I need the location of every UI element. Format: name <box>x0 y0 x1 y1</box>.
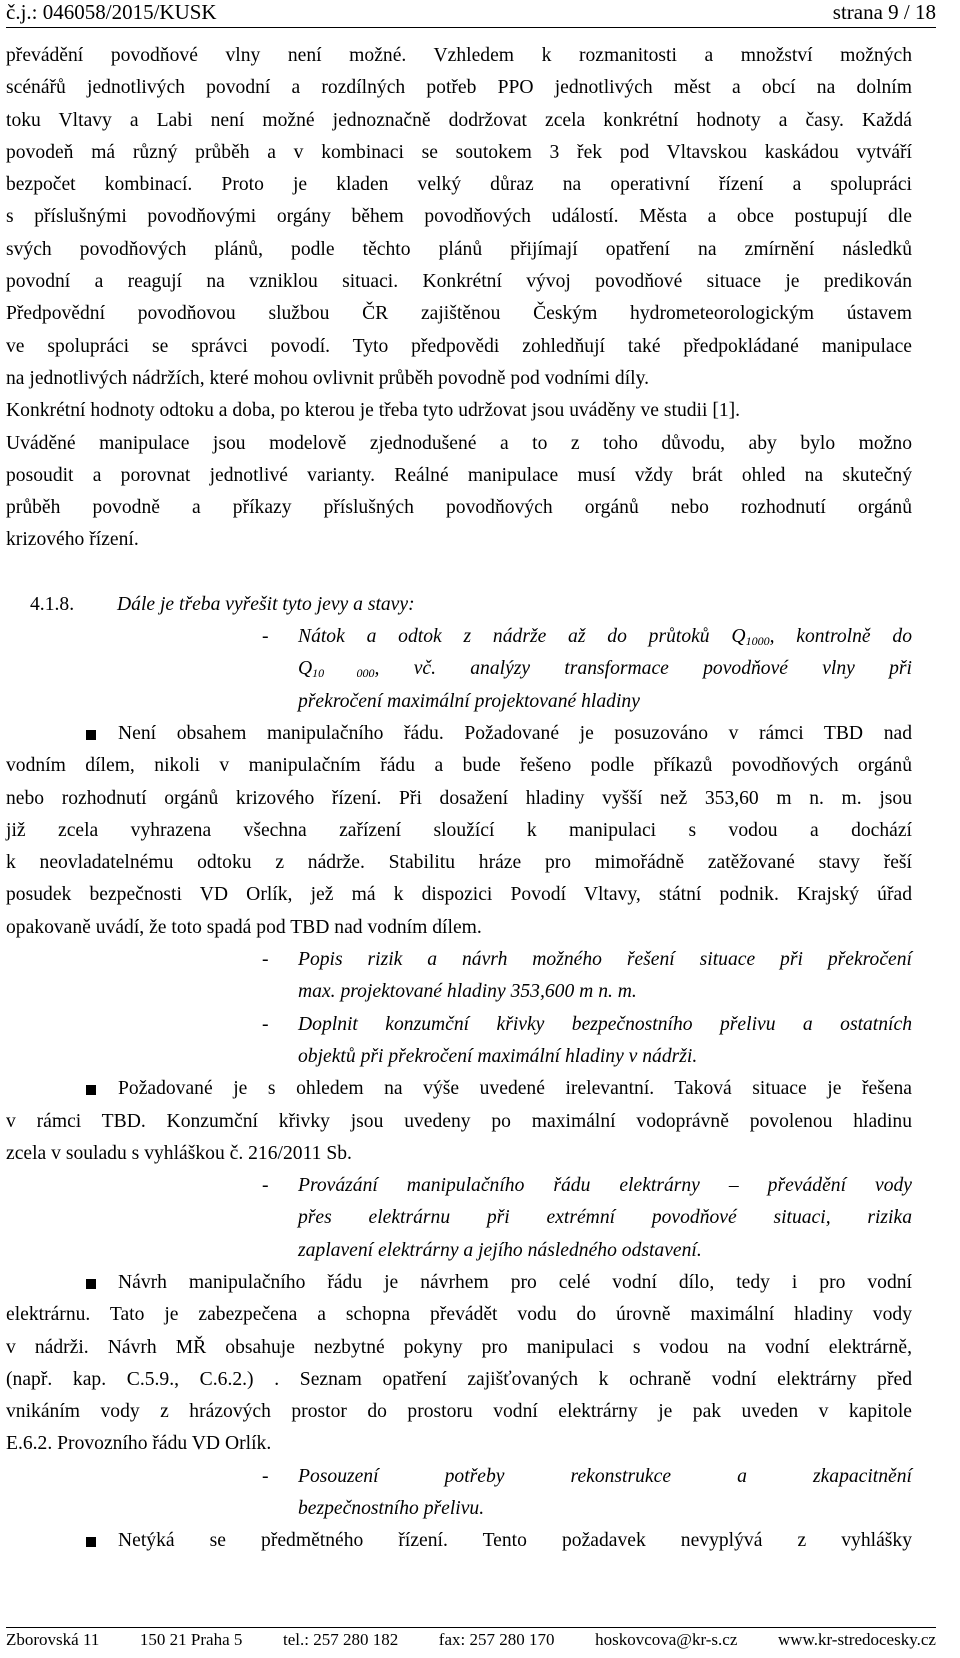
section-heading <box>6 589 912 621</box>
response-text: Není obsahem manipulačního řádu. Požadované je posuzováno v rámci TBD nad <box>118 722 912 744</box>
paragraph-intro <box>6 40 912 557</box>
text-line: Konkrétní hodnoty odtoku a doba, po kterou je třeba tyto udržovat jsou uváděny ve studii [1]. <box>6 400 741 422</box>
page-header <box>6 0 936 26</box>
requirement-text: překročení maximální projektované hladiny <box>298 690 640 712</box>
requirement-item <box>6 621 912 653</box>
text-line: povodní a reagují na vzniklou situaci. Konkrétní vývoj povodňové situace je predikován <box>6 271 912 293</box>
text-line: opakovaně uvádí, že toto spadá pod TBD nad vodním dílem. <box>6 916 482 938</box>
text-run: , kontrolně do <box>769 626 913 648</box>
footer-phone: tel.: 257 280 182 <box>282 1630 399 1649</box>
response-text: Požadované je s ohledem na výše uvedené irelevantní. Taková situace je řešena <box>118 1078 912 1100</box>
reference-number: č.j.: 046058/2015/KUSK <box>6 0 217 24</box>
text-run: Nátok a odtok z nádrže až do průtoků Q <box>298 626 746 648</box>
footer-fax: fax: 257 280 170 <box>438 1630 555 1649</box>
text-run: Q <box>298 658 313 680</box>
text-line: na jednotlivých nádržích, které mohou ovlivnit průběh povodně pod vodními díly. <box>6 367 650 389</box>
text-line: průběh povodně a příkazy příslušných povodňových orgánů nebo rozhodnutí orgánů <box>6 497 912 519</box>
dash-marker: - <box>262 1465 269 1487</box>
footer-postal: 150 21 Praha 5 <box>139 1630 243 1649</box>
requirement-text: Posouzení potřeby rekonstrukce a zkapacitnění <box>298 1465 912 1487</box>
response-text: Netýká se předmětného řízení. Tento požadavek nevyplývá z vyhlášky <box>118 1530 912 1552</box>
requirement-text <box>298 621 912 653</box>
dash-marker: - <box>262 1175 269 1197</box>
requirement-text: bezpečnostního přelivu. <box>298 1498 485 1520</box>
text-line: k neovladatelnému odtoku z nádrže. Stabilitu hráze pro mimořádně zatěžované stavy řeší <box>6 852 912 874</box>
subscript: 1000 <box>745 634 770 649</box>
spacer <box>6 557 912 589</box>
requirement-text: Doplnit konzumční křivky bezpečnostního přelivu a ostatních <box>298 1013 912 1035</box>
square-bullet-icon <box>86 730 96 740</box>
square-bullet-icon <box>86 1085 96 1095</box>
requirement-item-cont <box>6 976 912 1008</box>
square-bullet-icon <box>86 1279 96 1289</box>
response-bullet <box>6 718 912 750</box>
requirement-text: Popis rizik a návrh možného řešení situace při překročení <box>298 949 912 971</box>
document-body <box>6 40 912 1558</box>
text-line: bezpočet kombinací. Proto je kladen velký důraz na operativní řízení a spolupráci <box>6 174 912 196</box>
response-bullet <box>6 1073 912 1105</box>
footer-website[interactable]: www.kr-stredocesky.cz <box>777 1630 936 1649</box>
text-line: povodeň má různý průběh a v kombinaci se soutokem 3 řek pod Vltavskou kaskádou vytváří <box>6 141 912 163</box>
text-line: scénářů jednotlivých povodní a rozdílných potřeb PPO jednotlivých měst a obcí na dolním <box>6 77 912 99</box>
text-line: vnikáním vody z hrázových prostor do prostoru vodní elektrárny je pak uveden v kapitole <box>6 1401 912 1423</box>
requirement-text: zaplavení elektrárny a jejího následného odstavení. <box>298 1239 702 1261</box>
requirement-item <box>6 944 912 976</box>
page-number: strana 9 / 18 <box>832 0 936 24</box>
subscript: 10 000 <box>312 666 375 681</box>
dash-marker: - <box>262 626 269 648</box>
dash-marker: - <box>262 1013 269 1035</box>
text-line: krizového řízení. <box>6 529 139 551</box>
response-bullet <box>6 1525 912 1557</box>
footer-address: Zborovská 11 <box>6 1630 100 1649</box>
requirement-item-cont <box>6 686 912 718</box>
text-line: převádění povodňové vlny není možné. Vzhledem k rozmanitosti a množství možných <box>6 45 912 66</box>
text-line: již zcela vyhrazena všechna zařízení sloužící k manipulaci s vodou a dochází <box>6 819 912 841</box>
requirement-item-cont <box>6 1041 912 1073</box>
requirement-text: max. projektované hladiny 353,600 m n. m. <box>298 981 637 1003</box>
requirement-item <box>6 1461 912 1493</box>
footer-rule <box>6 1627 936 1628</box>
section-title: Dále je třeba vyřešit tyto jevy a stavy: <box>117 593 415 615</box>
text-line: v nádrži. Návrh MŘ obsahuje nezbytné pokyny pro manipulaci s vodou na vodní elektrárně, <box>6 1336 912 1358</box>
text-run: , vč. analýzy transformace povodňové vlny při <box>374 658 912 680</box>
text-line: v rámci TBD. Konzumční křivky jsou uvedeny po maximální vodoprávně povolenou hladinu <box>6 1110 912 1132</box>
text-line: zcela v souladu s vyhláškou č. 216/2011 Sb. <box>6 1142 352 1164</box>
text-line: posudek bezpečnosti VD Orlík, jež má k dispozici Povodí Vltavy, státní podnik. Krajský úřad <box>6 884 912 906</box>
requirement-text <box>298 653 912 685</box>
text-line: Uváděné manipulace jsou modelově zjednodušené a to z toho důvodu, aby bylo možno <box>6 432 912 454</box>
text-line: posoudit a porovnat jednotlivé varianty. Reálné manipulace musí vždy brát ohled na skutečný <box>6 464 912 486</box>
text-line: vodním dílem, nikoli v manipulačním řádu a bude řešeno podle příkazů povodňových orgánů <box>6 755 912 777</box>
text-line: svých povodňových plánů, podle těchto plánů přijímají opatření na zmírnění následků <box>6 238 912 260</box>
response-text: Návrh manipulačního řádu je návrhem pro celé vodní dílo, tedy i pro vodní <box>118 1271 912 1293</box>
requirement-item-cont <box>6 653 912 685</box>
text-line: (např. kap. C.5.9., C.6.2.) . Seznam opatření zajišťovaných k ochraně vodní elektrárny před <box>6 1368 912 1390</box>
requirement-item-cont <box>6 1202 912 1234</box>
requirement-text: objektů při překročení maximální hladiny v nádrži. <box>298 1045 698 1067</box>
requirement-text: Provázání manipulačního řádu elektrárny – převádění vody <box>298 1175 912 1197</box>
text-line: s příslušnými povodňovými orgány během povodňových událostí. Města a obce postupují dle <box>6 206 912 228</box>
header-rule <box>6 27 936 28</box>
footer-email[interactable]: hoskovcova@kr-s.cz <box>595 1630 738 1649</box>
text-line: Předpovědní povodňovou službou ČR zajištěnou Českým hydrometeorologickým ústavem <box>6 303 912 325</box>
text-line: E.6.2. Provozního řádu VD Orlík. <box>6 1433 272 1455</box>
text-line: toku Vltavy a Labi není možné jednoznačně dodržovat zcela konkrétní hodnoty a časy. Každá <box>6 109 912 131</box>
requirement-item-cont <box>6 1493 912 1525</box>
text-line: nebo rozhodnutí orgánů krizového řízení. Při dosažení hladiny vyšší než 353,60 m n. m. jsou <box>6 787 912 809</box>
text-line: elektrárnu. Tato je zabezpečena a schopna převádět vodu do úrovně maximální hladiny vody <box>6 1304 912 1326</box>
text-line: ve spolupráci se správci povodí. Tyto předpovědi zohledňují také předpokládané manipulace <box>6 335 912 357</box>
requirement-item <box>6 1009 912 1041</box>
page-footer <box>6 1630 936 1650</box>
section-number: 4.1.8. <box>30 593 75 615</box>
dash-marker: - <box>262 949 269 971</box>
requirement-item <box>6 1170 912 1202</box>
response-bullet <box>6 1267 912 1299</box>
square-bullet-icon <box>86 1537 96 1547</box>
requirement-item-cont <box>6 1235 912 1267</box>
requirement-text: přes elektrárnu při extrémní povodňové situaci, rizika <box>298 1207 912 1229</box>
